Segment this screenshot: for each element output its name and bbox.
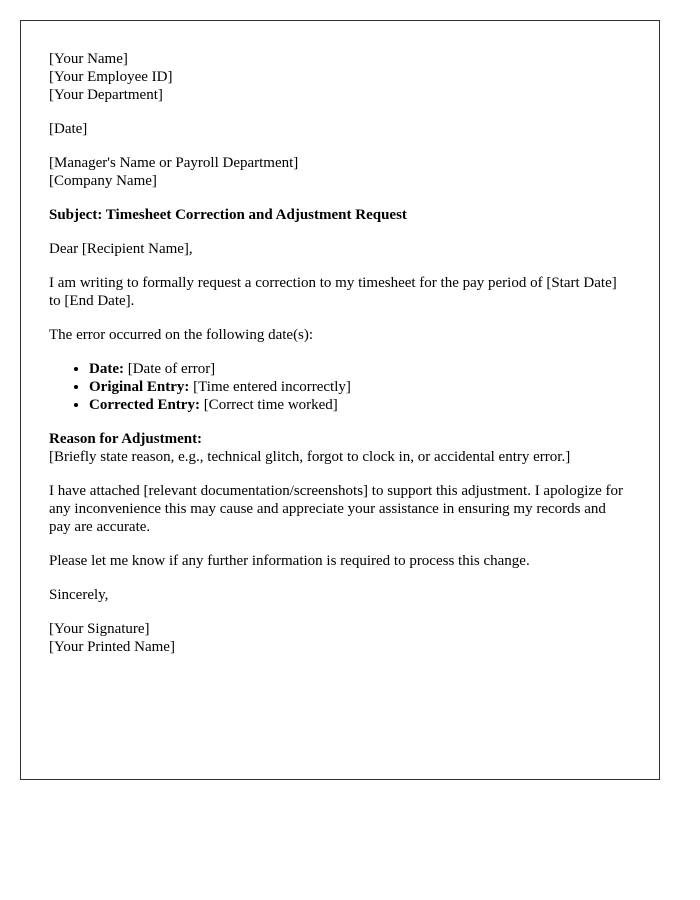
list-item-value: [Time entered incorrectly] <box>189 379 351 395</box>
list-item-corrected-entry <box>89 396 631 414</box>
reason-text: [Briefly state reason, e.g., technical glitch, forgot to clock in, or accidental entry error.] <box>49 449 571 465</box>
list-item-label: Original Entry: <box>89 379 190 395</box>
closing-request: Please let me know if any further information is required to process this change. <box>49 553 530 569</box>
sender-employee-id: [Your Employee ID] <box>49 69 173 85</box>
intro-paragraph: I am writing to formally request a correction to my timesheet for the pay period of [Start Date] to [End Date]. <box>49 275 617 309</box>
error-intro: The error occurred on the following date(s): <box>49 327 314 343</box>
signature-block <box>49 620 631 656</box>
printed-name: [Your Printed Name] <box>49 639 175 655</box>
sender-block <box>49 50 631 104</box>
recipient-company: [Company Name] <box>49 173 157 189</box>
subject-text: Subject: Timesheet Correction and Adjustment Request <box>49 207 407 223</box>
subject-line <box>49 206 631 224</box>
sender-name: [Your Name] <box>49 51 128 67</box>
list-item-original-entry <box>89 378 631 396</box>
salutation: Dear [Recipient Name], <box>49 241 193 257</box>
letter-page <box>20 20 660 780</box>
letter-date: [Date] <box>49 121 88 137</box>
closing: Sincerely, <box>49 587 109 603</box>
list-item-value: [Correct time worked] <box>199 397 338 413</box>
error-list <box>49 360 631 414</box>
sender-department: [Your Department] <box>49 87 163 103</box>
recipient-block <box>49 154 631 190</box>
list-item-value: [Date of error] <box>123 361 216 377</box>
signature: [Your Signature] <box>49 621 150 637</box>
list-item-label: Corrected Entry: <box>89 397 200 413</box>
reason-heading: Reason for Adjustment: <box>49 431 203 447</box>
list-item-label: Date: <box>89 361 124 377</box>
attachment-paragraph: I have attached [relevant documentation/screenshots] to support this adjustment. I apologize for any inconvenience this may cause and appreciate your assistance in ensuring my records and pay are accurate. <box>49 483 623 535</box>
reason-block <box>49 430 631 466</box>
list-item-date <box>89 360 631 378</box>
date-block <box>49 120 631 138</box>
recipient-manager: [Manager's Name or Payroll Department] <box>49 155 299 171</box>
